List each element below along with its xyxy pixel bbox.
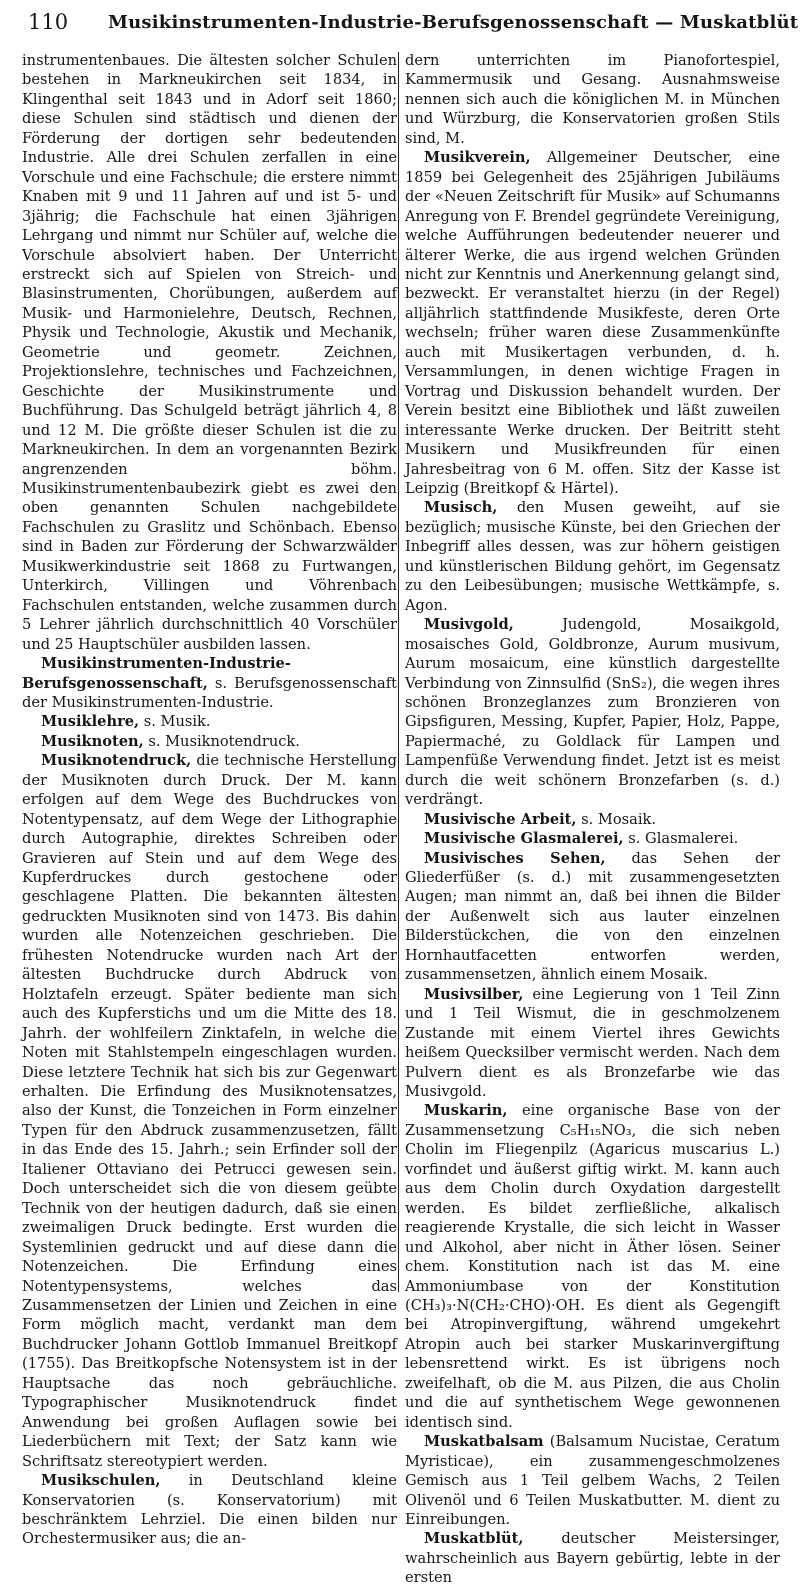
headword: Muskatblüt, [424,1530,524,1548]
entry-text: Allgemeiner Deutscher, eine 1859 bei Gelegenheit des 25jährigen Jubiläums der «Neuen Zeitschrift für Musik» auf Schumanns Anregung von F. Brendel gegründete Vereinigung, welche Aufführungen bedeutender neuerer und älterer Werke, die aus irgend welchen Gründen nicht zur Kenntnis und Anerkennung gelangt sind, bezweckt. Er veranstaltet hierzu (in der Regel) alljährlich stattfindende Musikfeste, deren Orte wechseln; früher waren diese Zusammenkünfte auch mit Musikertagen verbunden, d. h. Versammlungen, in denen wichtige Fragen in Vortrag und Diskussion behandelt wurden. Der Verein besitzt eine Bibliothek und läßt zuweilen interessante Werke drucken. Der Beitritt steht Musikern und Musikfreunden für einen Jahresbeitrag von 6 M. offen. Sitz der Kasse ist Leipzig (Breitkopf & Härtel). [405,149,780,497]
dictionary-entry [405,849,780,985]
dictionary-entry [22,1471,397,1549]
entry-text: s. Mosaik. [576,810,656,828]
dictionary-entry [405,1529,780,1587]
entry-text: s. Musiknotendruck. [143,732,300,750]
entry-text: s. Glasmalerei. [623,830,739,848]
dictionary-entry [405,615,780,810]
entry-text: (Balsamum Nucistae, Ceratum Myristicae), ein zusammengeschmolzenes Gemisch aus 1 Teil gelbem Wachs, 2 Teilen Olivenöl und 6 Teilen Muskatbutter. M. dient zu Einreibungen. [405,1433,780,1528]
dictionary-entry [22,751,397,1471]
headword: Musivische Arbeit, [424,810,577,828]
dictionary-entry [22,712,397,731]
page-number: 110 [28,10,69,34]
dictionary-entry [405,810,780,829]
headword: Musivisches Sehen, [424,849,606,867]
headword: Musivgold, [424,616,514,634]
entry-text: s. Musik. [139,713,211,731]
dictionary-entry [22,654,397,712]
running-head: Musikinstrumenten-Industrie-Berufsgenossenschaft — Muskatblüt [108,12,799,33]
page-header [28,8,799,42]
headword: Musiknoten, [41,732,144,750]
dictionary-entry [405,829,780,848]
entry-text: dern unterrichten im Pianofortespiel, Kammermusik und Gesang. Ausnahmsweise nennen sich auch die königlichen M. in München und Würzburg, die Konservatorien großen Stils sind, M. [405,52,780,147]
dictionary-entry [405,1432,780,1529]
headword: Muskarin, [424,1102,508,1120]
headword: Muskatbalsam [424,1433,544,1451]
dictionary-entry [22,732,397,751]
dictionary-entry [405,498,780,615]
dictionary-entry [405,1101,780,1432]
headword: Musivsilber, [424,985,524,1003]
entry-text: in Deutschland kleine Konservatorien (s. Konservatorium) mit beschränktem Lehrziel. Die einen bilden nur Orchestermusiker aus; die an- [22,1472,397,1548]
entry-text: instrumentenbaues. Die ältesten solcher Schulen bestehen in Markneukirchen seit 1834, in Klingenthal seit 1843 und in Adorf seit 1860; diese Schulen sind städtisch und dienen der Förderung der dortigen sehr bedeutenden Industrie. Alle drei Schulen zerfallen in eine Vorschule und eine Fachschule; die erstere nimmt Knaben mit 9 und 11 Jahren auf und ist 5- und 3jährig; die Fachschule hat einen 3jährigen Lehrgang und nimmt nur Schüler auf, welche die Vorschule absolviert haben. Der Unterricht erstreckt sich auf Spielen von Streich- und Blasinstrumenten, Chorübungen, außerdem auf Musik- und Harmonielehre, Deutsch, Rechnen, Physik und Technologie, Akustik und Mechanik, Geometrie und geometr. Zeichnen, Projektionslehre, technisches und Fachzeichnen, Geschichte der Musikinstrumente und Buchführung. Das Schulgeld beträgt jährlich 4, 8 und 12 M. Die größte dieser Schulen ist die zu Markneukirchen. In dem an vorgenannten Bezirk angrenzenden böhm. Musikinstrumentenbaubezirk giebt es zwei den oben genannten Schulen nachgebildete Fachschulen zu Graslitz und Schönbach. Ebenso sind in Baden zur Förderung der Schwarzwälder Musikwerkindustrie seit 1868 zu Furtwangen, Unterkirch, Villingen und Vöhrenbach Fachschulen entstanden, welche zusammen durch 5 Lehrer jährlich durchschnittlich 40 Vorschüler und 25 Hauptschüler ausbilden lassen. [22,52,397,653]
dictionary-entry [405,985,780,1102]
headword: Musisch, [424,499,498,517]
entry-text: deutscher Meistersinger, wahrscheinlich aus Bayern gebürtig, lebte in der ersten [405,1530,780,1587]
entry-text: das Sehen der Gliederfüßer (s. d.) mit zusammengesetzten Augen; man nimmt an, daß bei ihnen die Bilder der Außenwelt sich aus lauter einzelnen Bilderstückchen, die von den einzelnen Hornhautfacetten entworfen werden, zusammensetzen, ähnlich einem Mosaik. [405,849,780,984]
right-column [405,51,780,1588]
entry-text: eine organische Base von der Zusammensetzung C₅H₁₅NO₃, die sich neben Cholin im Fliegenpilz (Agaricus muscarius L.) vorfindet und äußerst giftig wirkt. M. kann auch aus dem Cholin durch Oxydation dargestellt werden. Es bildet zerfließliche, alkalisch reagierende Krystalle, die sich leicht in Wasser und Alkohol, aber nicht in Äther lösen. Seiner chem. Konstitution nach ist das M. eine Ammoniumbase von der Konstitution (CH₃)₃·N(CH₂·CHO)·OH. Es dient als Gegengift bei Atropinvergiftung, während umgekehrt Atropin auch bei starker Muskarinvergiftung lebensrettend wirkt. Es ist übrigens noch zweifelhaft, ob die M. aus Pilzen, die aus Cholin und die auf synthetischem Wege gewonnenen identisch sind. [405,1102,780,1431]
entry-text: eine Legierung von 1 Teil Zinn und 1 Teil Wismut, die in geschmolzenem Zustande mit einem Viertel ihres Gewichts heißem Quecksilber vermischt werden. Nach dem Pulvern dient es als Bronzefarbe wie das Musivgold. [405,985,780,1101]
entry-text: die technische Herstellung der Musiknoten durch Druck. Der M. kann erfolgen auf dem Wege des Buchdruckes von Notentypensatz, auf dem Wege der Lithographie durch Autographie, direktes Schreiben oder Gravieren auf Stein und auf dem Wege des Kupferdruckes durch gestochene oder geschlagene Platten. Die bekannten ältesten gedruckten Musiknoten sind von 1473. Bis dahin wurden alle Notenzeichen geschrieben. Die frühesten Notendrucke wurden nach Art der ältesten Buchdrucke durch Abdruck von Holztafeln erzeugt. Später bediente man sich auch des Kupferstichs und um die Mitte des 18. Jahrh. der wohlfeilern Zinktafeln, in welche die Noten mit Stahlstempeln eingeschlagen wurden. Diese letztere Technik hat sich bis zur Gegenwart erhalten. Die Erfindung des Musiknotensatzes, also der Kunst, die Tonzeichen in Form einzelner Typen für den Abdruck zusammenzusetzen, fällt in das Ende des 15. Jahrh.; sein Erfinder soll der Italiener Ottaviano dei Petrucci gewesen sein. Doch unterscheidet sich die von diesem geübte Technik von der heutigen dadurch, daß sie einen zweimaligen Druck bedingte. Erst wurden die Systemlinien gedruckt und auf diese dann die Notenzeichen. Die Erfindung eines Notentypensystems, welches das Zusammensetzen der Linien und Zeichen in eine Form möglich macht, verdankt man dem Buchdrucker Johann Gottlob Immanuel Breitkopf (1755). Das Breitkopfsche Notensystem ist in der Hauptsache das noch gebräuchliche. Typographischer Musiknotendruck findet Anwendung bei großen Auflagen sowie bei Liederbüchern mit Text; der Satz kann wie Schriftsatz stereotypiert werden. [22,752,397,1470]
entry-text: Judengold, Mosaikgold, mosaisches Gold, Goldbronze, Aurum musivum, Aurum mosaicum, eine künstlich dargestellte Verbindung von Zinnsulfid (SnS₂), die wegen ihres schönen Bronzeglanzes zum Bronzieren von Gipsfiguren, Messing, Kupfer, Papier, Holz, Pappe, Papiermaché, zu Goldlack für Lampen und Lampenfüße Verwendung findet. Jetzt ist es meist durch die weit schönern Bronzefarben (s. d.) verdrängt. [405,616,780,809]
column-divider [398,52,399,1292]
headword: Musiknotendruck, [41,752,192,770]
dictionary-entry [405,148,780,498]
headword: Musikschulen, [41,1472,161,1490]
headword: Musivische Glasmalerei, [424,830,624,848]
entry-text: s. Berufsgenossenschaft der Musikinstrumenten-Industrie. [22,674,397,711]
headword: Musikinstrumenten-Industrie-Berufsgenossenschaft, [22,655,291,692]
left-column [22,51,397,1549]
headword: Musiklehre, [41,713,140,731]
paragraph [22,51,397,654]
paragraph [405,51,780,148]
headword: Musikverein, [424,149,531,167]
entry-text: den Musen geweiht, auf sie bezüglich; musische Künste, bei den Griechen der Inbegriff alles dessen, was zur höhern geistigen und künstlerischen Bildung gehört, im Gegensatz zu den Leibesübungen; musische Wettkämpfe, s. Agon. [405,499,780,614]
